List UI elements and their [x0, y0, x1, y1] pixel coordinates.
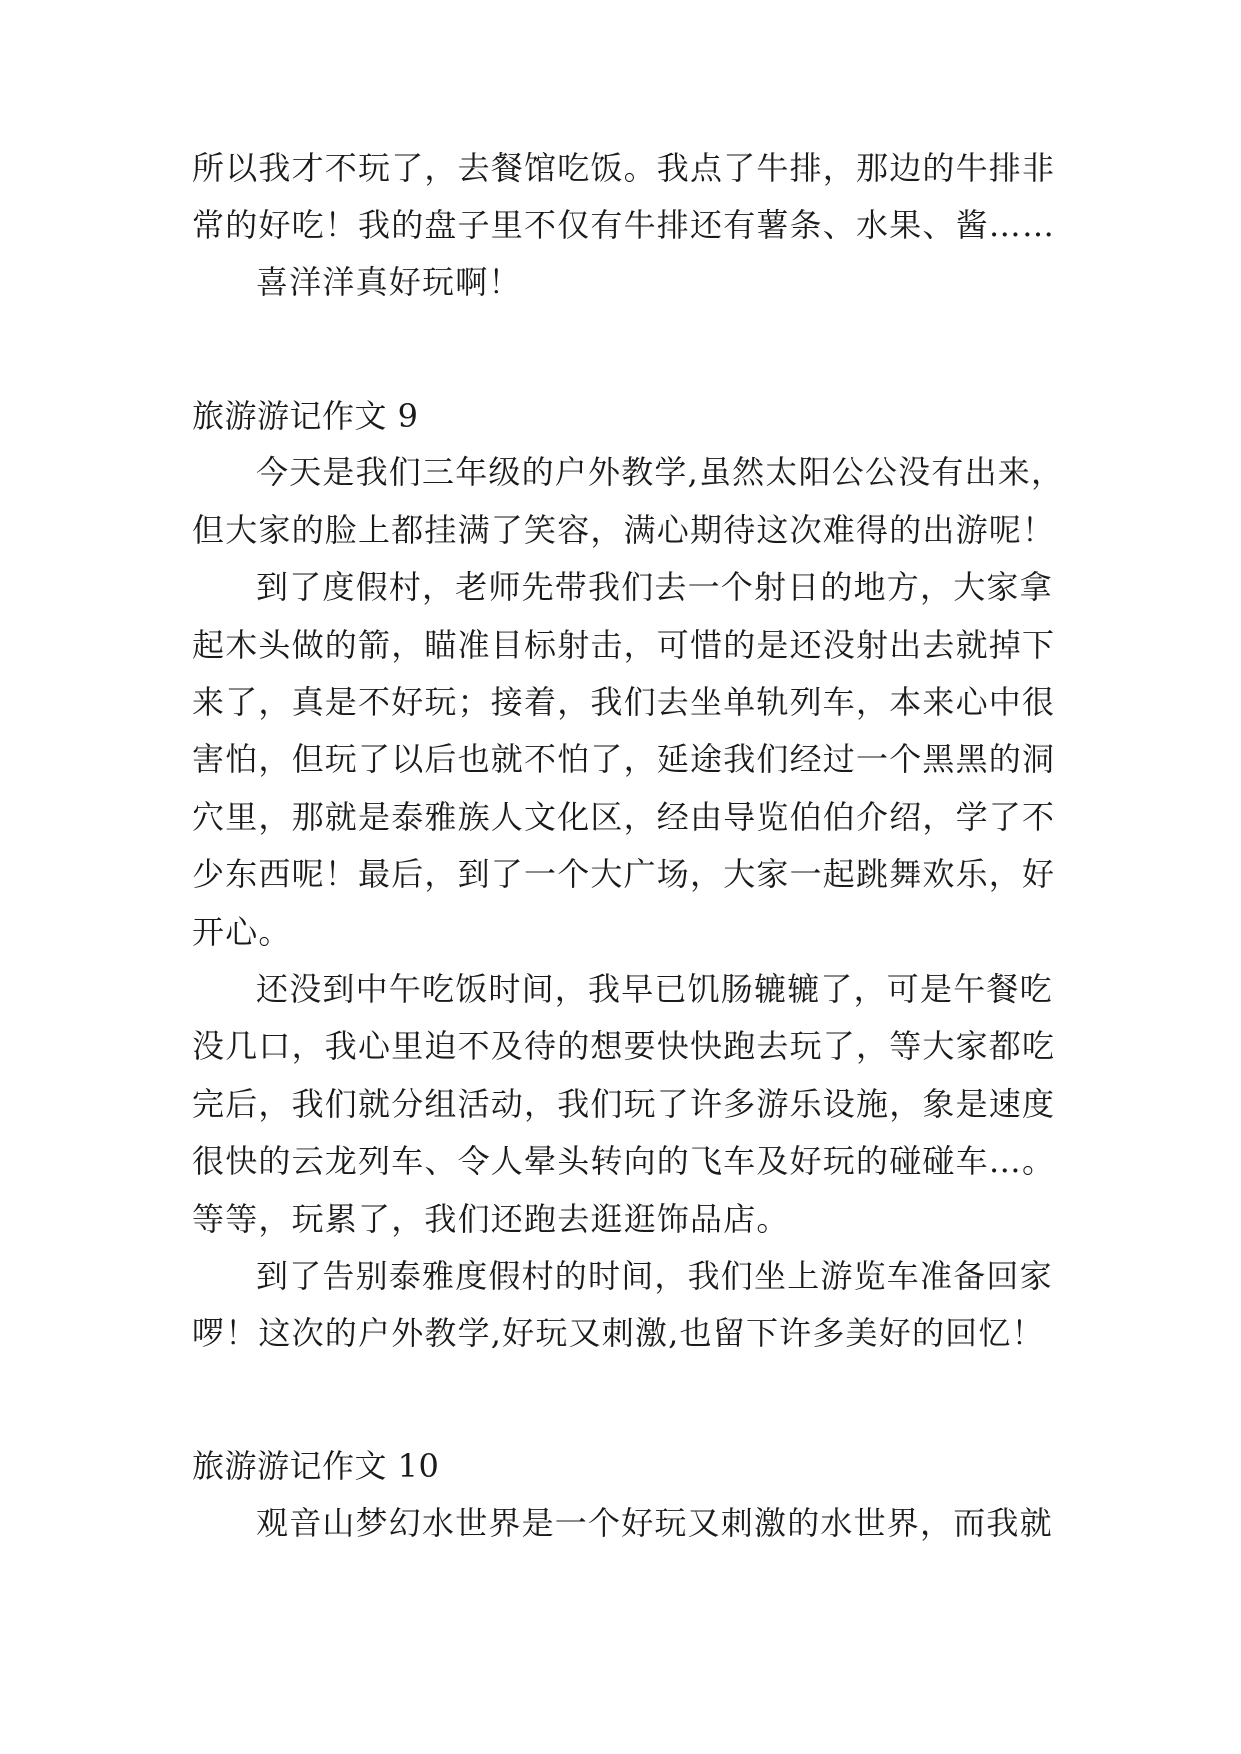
paragraph-line: 啰！这次的户外教学,好玩又刺激,也留下许多美好的回忆！ — [192, 1314, 1045, 1352]
paragraph-line: 还没到中午吃饭时间，我早已饥肠辘辘了，可是午餐吃 — [256, 970, 1053, 1008]
paragraph-line: 到了度假村，老师先带我们去一个射日的地方，大家拿 — [256, 568, 1053, 606]
paragraph-line: 今天是我们三年级的户外教学,虽然太阳公公没有出来， — [256, 453, 1065, 491]
paragraph-line: 所以我才不玩了，去餐馆吃饭。我点了牛排，那边的牛排非 — [192, 149, 1056, 187]
paragraph-line: 少东西呢！最后，到了一个大广场，大家一起跳舞欢乐，好 — [192, 855, 1056, 893]
section-heading: 旅游游记作文 10 — [192, 1447, 440, 1485]
paragraph-line: 开心。 — [192, 913, 292, 951]
paragraph-line: 很快的云龙列车、令人晕头转向的飞车及好玩的碰碰车…。 — [192, 1142, 1056, 1180]
paragraph-line: 喜洋洋真好玩啊！ — [256, 263, 522, 301]
paragraph-line: 害怕，但玩了以后也就不怕了，延途我们经过一个黑黑的洞 — [192, 740, 1056, 778]
section-heading: 旅游游记作文 9 — [192, 397, 419, 435]
paragraph-line: 到了告别泰雅度假村的时间，我们坐上游览车准备回家 — [256, 1257, 1053, 1295]
paragraph-line: 完后，我们就分组活动，我们玩了许多游乐设施，象是速度 — [192, 1085, 1056, 1123]
paragraph-line: 等等，玩累了，我们还跑去逛逛饰品店。 — [192, 1200, 790, 1238]
paragraph-line: 没几口，我心里迫不及待的想要快快跑去玩了，等大家都吃 — [192, 1027, 1056, 1065]
paragraph-line: 来了，真是不好玩；接着，我们去坐单轨列车，本来心中很 — [192, 683, 1056, 721]
paragraph-line: 但大家的脸上都挂满了笑容，满心期待这次难得的出游呢！ — [192, 511, 1056, 549]
paragraph-line: 起木头做的箭，瞄准目标射击，可惜的是还没射出去就掉下 — [192, 626, 1056, 664]
paragraph-line: 穴里，那就是泰雅族人文化区，经由导览伯伯介绍，学了不 — [192, 798, 1056, 836]
paragraph-line: 观音山梦幻水世界是一个好玩又刺激的水世界，而我就 — [256, 1504, 1053, 1542]
paragraph-line: 常的好吃！我的盘子里不仅有牛排还有薯条、水果、酱…… — [192, 206, 1056, 244]
